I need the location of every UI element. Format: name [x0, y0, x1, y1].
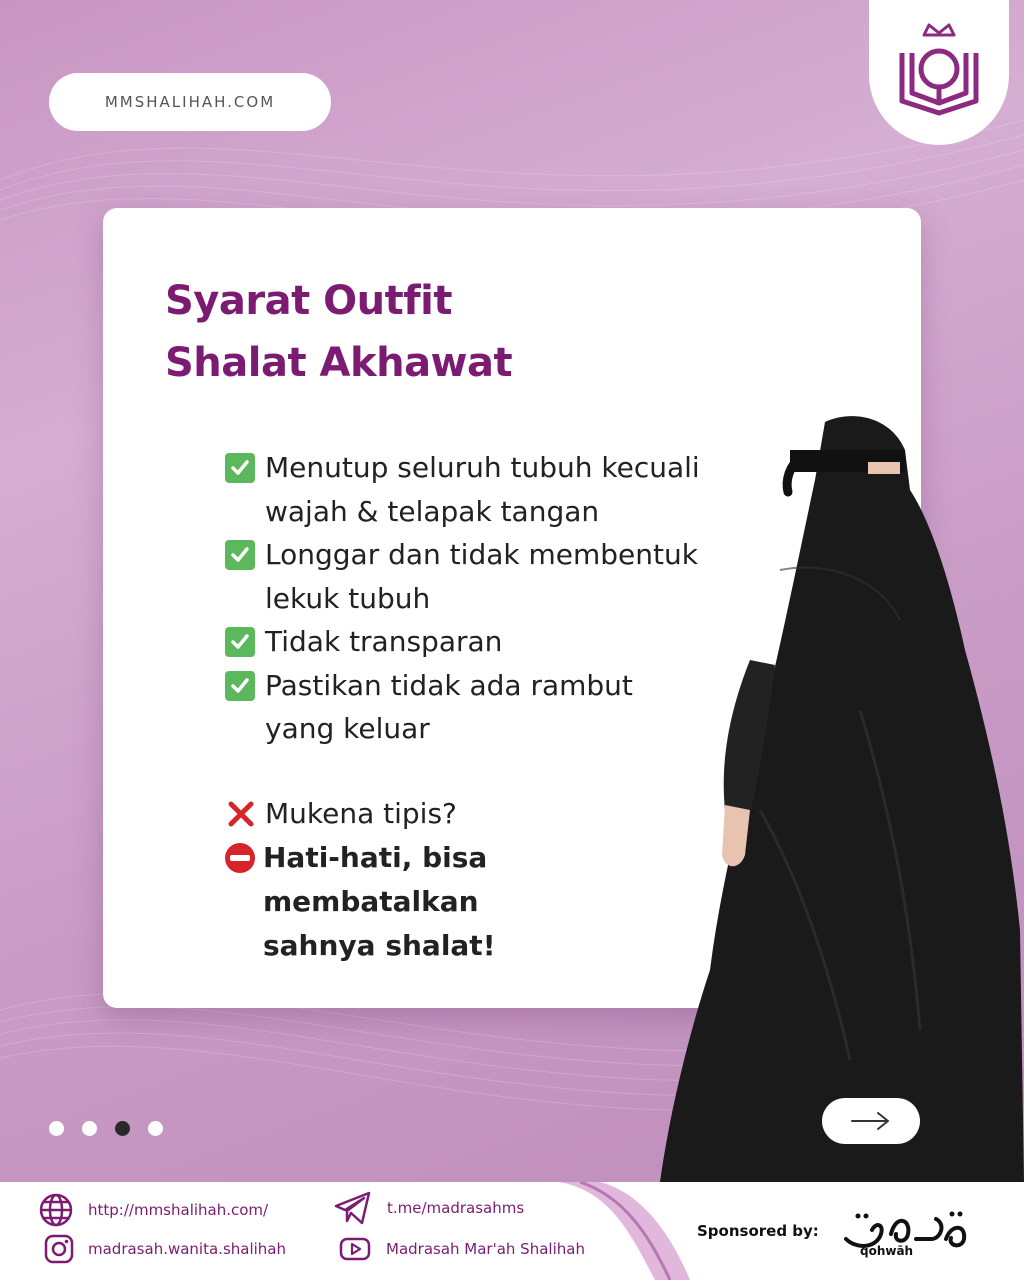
list-item-text: Tidak transparan: [265, 625, 503, 658]
footer-website-label: http://mmshalihah.com/: [88, 1201, 269, 1219]
globe-icon: [38, 1192, 74, 1228]
page-title: [165, 270, 512, 394]
list-item-text: Menutup seluruh tubuh kecuali wajah & telapak tangan: [265, 451, 700, 528]
warning-question-row: [225, 792, 645, 836]
veiled-woman-illustration: [600, 410, 1024, 1182]
warning-block: [225, 792, 645, 968]
telegram-icon: [333, 1190, 373, 1226]
next-slide-button[interactable]: [822, 1098, 920, 1144]
footer-instagram[interactable]: [44, 1234, 286, 1264]
footer-youtube-label: Madrasah Mar'ah Shalihah: [386, 1240, 585, 1258]
sponsor-label: Sponsored by:: [697, 1222, 819, 1240]
footer: [0, 1182, 1024, 1280]
footer-telegram-label: t.me/madrasahms: [387, 1199, 525, 1217]
logo-badge: [869, 0, 1009, 145]
check-icon: [225, 453, 255, 483]
carousel-dot[interactable]: [148, 1121, 163, 1136]
website-pill-label: MMSHALIHAH.COM: [104, 93, 276, 111]
list-item-text: Longgar dan tidak membentuk lekuk tubuh: [265, 538, 698, 615]
footer-website[interactable]: [38, 1192, 268, 1228]
arrow-right-icon: [850, 1110, 892, 1132]
crown-book-logo: [884, 13, 994, 123]
sponsor-brand-name: qohwāh: [860, 1244, 914, 1258]
check-icon: [225, 671, 255, 701]
title-line-2: Shalat Akhawat: [165, 340, 513, 386]
title-line-1: Syarat Outfit: [165, 278, 452, 324]
youtube-icon: [338, 1234, 372, 1264]
qohwah-logo: [836, 1194, 976, 1274]
carousel-indicators: [49, 1121, 163, 1136]
warning-caution-row: [225, 836, 645, 968]
footer-instagram-label: madrasah.wanita.shalihah: [88, 1240, 286, 1258]
footer-telegram[interactable]: [333, 1190, 524, 1226]
check-icon: [225, 627, 255, 657]
no-entry-icon: [225, 843, 255, 873]
carousel-dot[interactable]: [49, 1121, 64, 1136]
carousel-dot-active[interactable]: [115, 1121, 130, 1136]
warning-question: Mukena tipis?: [265, 797, 457, 830]
instagram-icon: [44, 1234, 74, 1264]
website-pill[interactable]: [49, 73, 331, 131]
carousel-dot[interactable]: [82, 1121, 97, 1136]
footer-youtube[interactable]: [338, 1234, 585, 1264]
warning-caution: Hati-hati, bisa membatalkan sahnya shalat!: [263, 841, 496, 962]
cross-mark-icon: [225, 798, 257, 830]
check-icon: [225, 540, 255, 570]
list-item-text: Pastikan tidak ada rambut yang keluar: [265, 668, 633, 745]
